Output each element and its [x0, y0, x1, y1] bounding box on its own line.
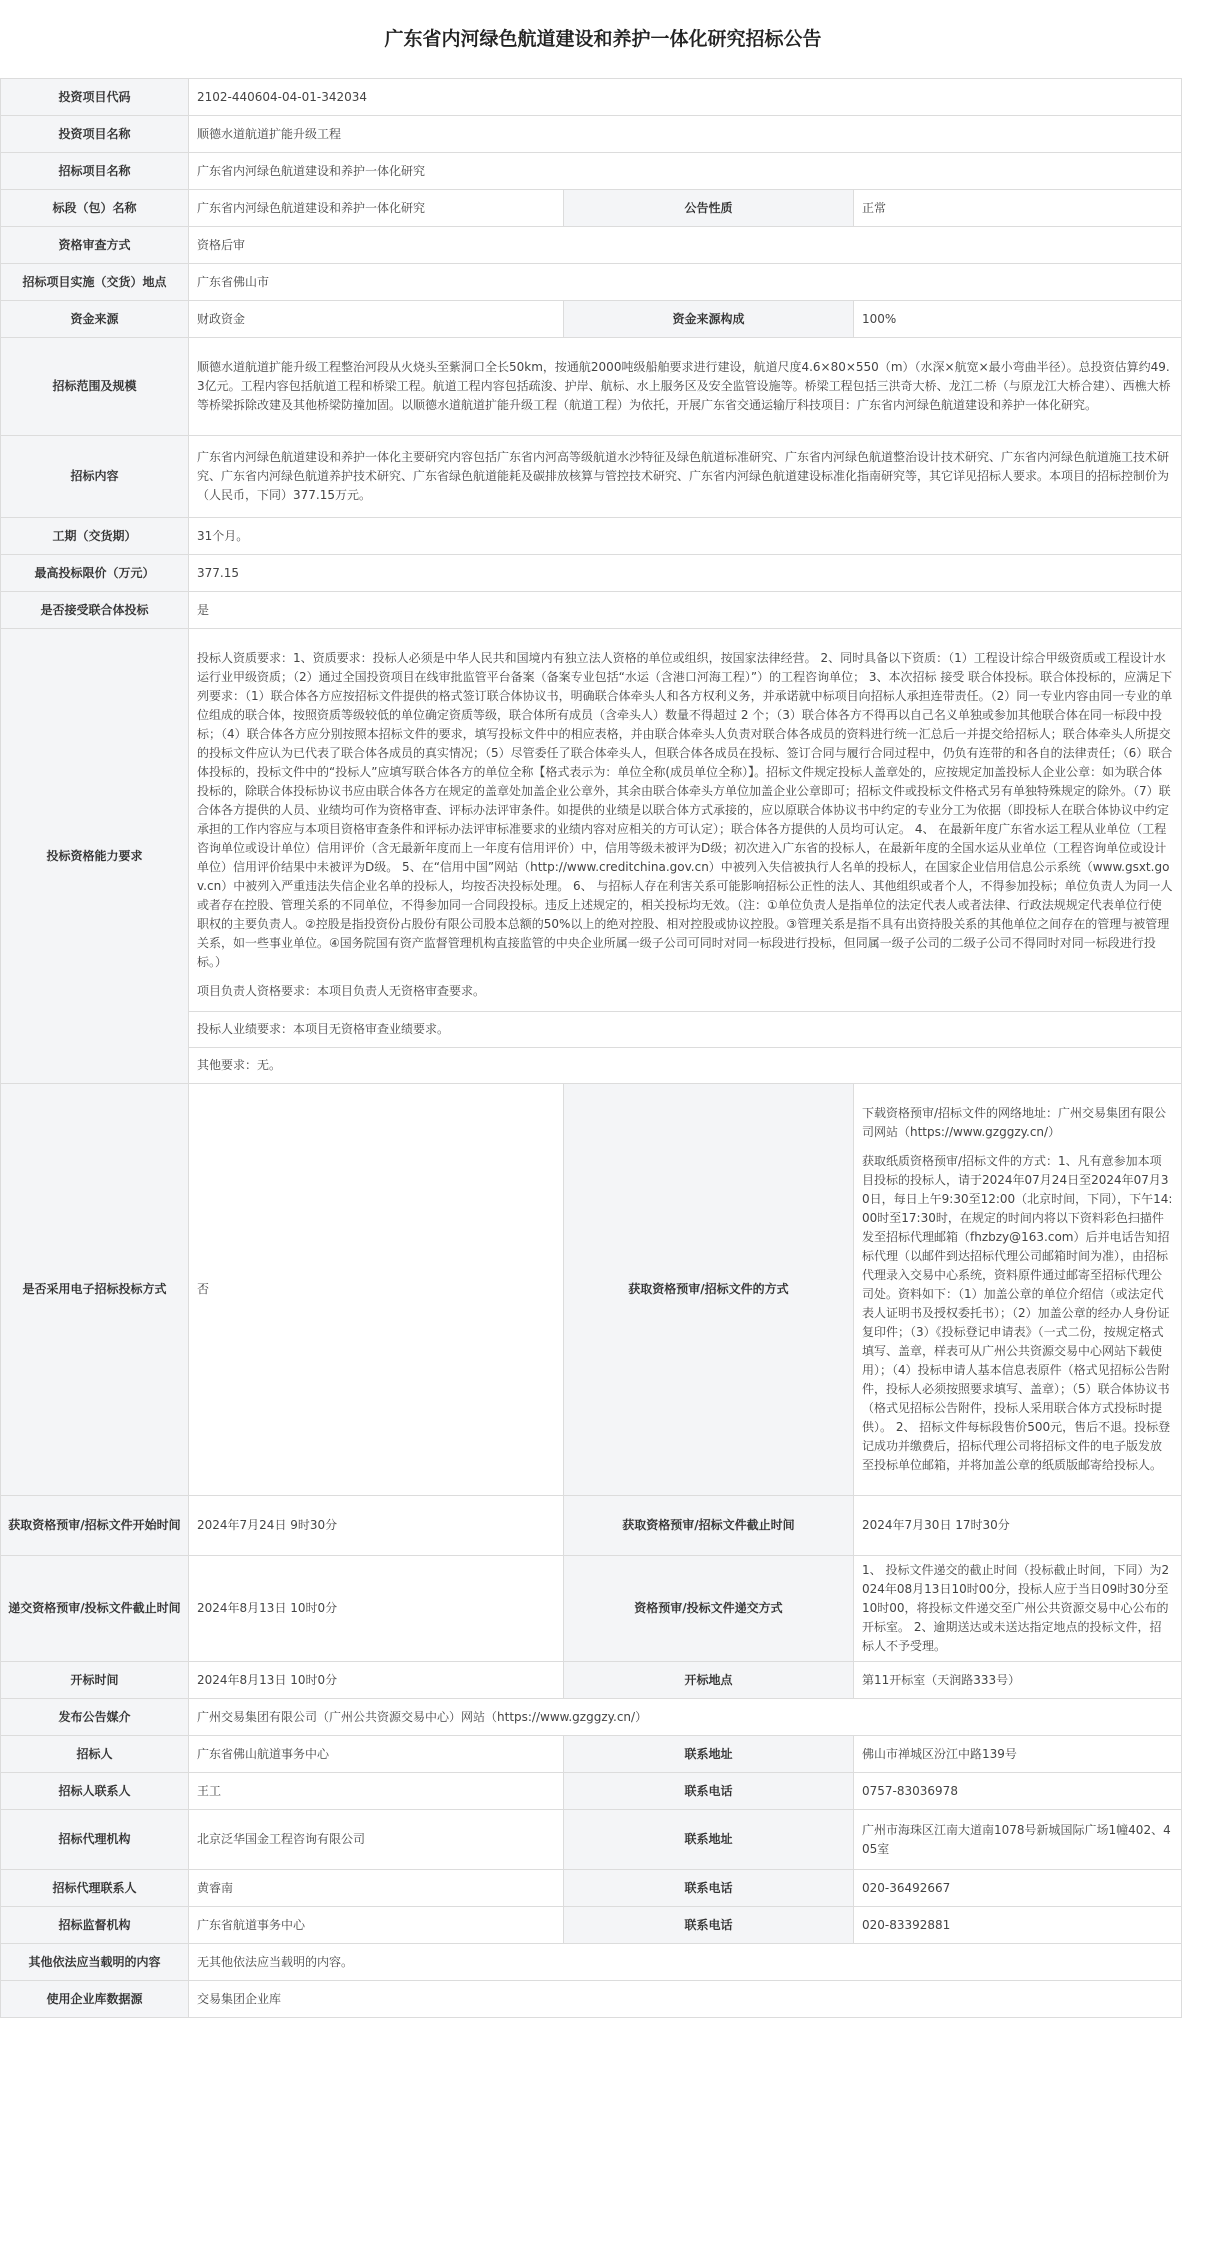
table-row [1, 227, 1182, 264]
submit-method-value: 1、 投标文件递交的截止时间（投标截止时间，下同）为2024年08月13日10时00分，投标人应于当日09时30分至10时00，将投标文件递交至广州公共资源交易中心公布的开标室。 2、逾期送达或未送达指定地点的投标文件，招标人不予受理。 [854, 1556, 1182, 1662]
agency-contact-value: 黄睿南 [189, 1870, 564, 1907]
open-place-value: 第11开标室（天润路333号） [854, 1662, 1182, 1699]
electronic-label: 是否采用电子招标投标方式 [1, 1084, 189, 1496]
tenderer-label: 招标人 [1, 1736, 189, 1773]
qualification-method-label: 资格审查方式 [1, 227, 189, 264]
table-row [1, 1907, 1182, 1944]
tenderer-phone-value: 0757-83036978 [854, 1773, 1182, 1810]
table-row [1, 1981, 1182, 2018]
tenderer-address-value: 佛山市禅城区汾江中路139号 [854, 1736, 1182, 1773]
table-row [1, 190, 1182, 227]
agency-phone-label: 联系电话 [564, 1870, 854, 1907]
notice-table [0, 78, 1182, 2018]
table-row [1, 1810, 1182, 1870]
agency-value: 北京泛华国金工程咨询有限公司 [189, 1810, 564, 1870]
table-row [1, 301, 1182, 338]
open-time-value: 2024年8月13日 10时0分 [189, 1662, 564, 1699]
doc-end-label: 获取资格预审/招标文件截止时间 [564, 1496, 854, 1556]
table-row [1, 1870, 1182, 1907]
section-name-value: 广东省内河绿色航道建设和养护一体化研究 [189, 190, 564, 227]
bidder-requirements-label: 投标资格能力要求 [1, 629, 189, 1084]
table-row [1, 264, 1182, 301]
table-row [1, 1699, 1182, 1736]
fund-source-value: 财政资金 [189, 301, 564, 338]
table-row [1, 1944, 1182, 1981]
bidder-requirements-cell [189, 629, 1182, 1012]
qualification-method-value: 资格后审 [189, 227, 1182, 264]
bidder-requirements-text: 投标人资质要求：1、资质要求：投标人必须是中华人民共和国境内有独立法人资格的单位或组织，按国家法律经营。 2、同时具备以下资质：（1）工程设计综合甲级资质或工程设计水运行业甲级资质；（2）通过全国投资项目在线审批监管平台备案（备案专业包括“水运（含港口河海工程）”）的工程咨询单位； 3、本次招标 接受 联合体投标。联合体投标的，应满足下列要求：（1）联合体各方应按招标文件提供的格式签订联合体协议书，明确联合体牵头人和各方权利义务，并承诺就中标项目向招标人承担连带责任。（2）同一专业内容由同一专业的单位组成的联合体，按照资质等级较低的单位确定资质等级，联合体所有成员（含牵头人）数量不得超过 2 个；（3）联合体各方不得再以自己名义单独或参加其他联合体在同一标段中投标；（4）联合体各方应分别按照本招标文件的要求，填写投标文件中的相应表格，并由联合体牵头人负责对联合体各成员的资料进行统一汇总后一并提交给招标人；联合体牵头人所提交的投标文件应认为已代表了联合体各成员的真实情况；（5）尽管委任了联合体牵头人，但联合体各成员在投标、签订合同与履行合同过程中，仍负有连带的和各自的法律责任；（6）联合体投标的，投标文件中的“投标人”应填写联合体各方的单位全称【格式表示为：单位全称(成员单位全称）】。招标文件规定投标人盖章处的，应按规定加盖投标人企业公章：如为联合体投标的，除联合体投标协议书应由联合体各方在规定的盖章处加盖企业公章外，其余由联合体牵头方单位加盖企业公章即可；招标文件或投标文件格式另有单独特殊规定的除外。（7）联合体各方提供的人员、业绩均可作为资格审查、评标办法评审条件。如提供的业绩是以联合体方式承接的，应以原联合体协议书中约定的专业分工为依据（即投标人在联合体协议中约定承担的工作内容应与本项目资格审查条件和评标办法评审标准要求的业绩内容对应相关的方可认定）；联合体各方提供的人员均可认定。 4、 在最新年度广东省水运工程从业单位（工程咨询单位或设计单位）信用评价（含无最新年度而上一年度有信用评价）中，信用等级未被评为D级；初次进入广东省的投标人，在最新年度的全国水运从业单位（工程咨询单位或设计单位）信用评价结果中未被评为D级。 5、在“信用中国”网站（http://www.creditchina.gov.cn）中被列入失信被执行人名单的投标人，在国家企业信用信息公示系统（www.gsxt.gov.cn）中被列入严重违法失信企业名单的投标人，均按否决投标处理。 6、 与招标人存在利害关系可能影响招标公正性的法人、其他组织或者个人，不得参加投标；单位负责人为同一人或者存在控股、管理关系的不同单位，不得参加同一合同段投标。违反上述规定的，相关投标均无效。（注：①单位负责人是指单位的法定代表人或者法律、行政法规规定代表单位行使职权的主要负责人。②控股是指投资份占股份有限公司股本总额的50%以上的绝对控股、相对控股或协议控股。③管理关系是指不具有出资持股关系的其他单位之间存在的管理与被管理关系，如一些事业单位。④国务院国有资产监督管理机构直接监管的中央企业所属一级子公司可同时对同一标段进行投标，但同属一级子公司的二级子公司不得同时对同一标段进行投标。） [197, 651, 1173, 969]
agency-label: 招标代理机构 [1, 1810, 189, 1870]
doc-end-value: 2024年7月30日 17时30分 [854, 1496, 1182, 1556]
scope-value: 顺德水道航道扩能升级工程整治河段从火烧头至紫洞口全长50km，按通航2000吨级船舶要求进行建设，航道尺度4.6×80×550（m）（水深×航宽×最小弯曲半径）。总投资估算约49.3亿元。工程内容包括航道工程和桥梁工程。航道工程内容包括疏浚、护岸、航标、水上服务区及安全监管设施等。桥梁工程包括三洪奇大桥、龙江二桥（与原龙江大桥合建）、西樵大桥等桥梁拆除改建及其他桥梁防撞加固。以顺德水道航道扩能升级工程（航道工程）为依托，开展广东省交通运输厅科技项目：广东省内河绿色航道建设和养护一体化研究。 [189, 338, 1182, 436]
other-label: 其他依法应当载明的内容 [1, 1944, 189, 1981]
location-value: 广东省佛山市 [189, 264, 1182, 301]
tenderer-address-label: 联系地址 [564, 1736, 854, 1773]
max-price-value: 377.15 [189, 555, 1182, 592]
submit-deadline-label: 递交资格预审/投标文件截止时间 [1, 1556, 189, 1662]
table-row [1, 1496, 1182, 1556]
table-row [1, 338, 1182, 436]
table-row [1, 1773, 1182, 1810]
tenderer-contact-value: 王工 [189, 1773, 564, 1810]
tenderer-phone-label: 联系电话 [564, 1773, 854, 1810]
project-code-value: 2102-440604-04-01-342034 [189, 79, 1182, 116]
table-row [1, 1662, 1182, 1699]
supervisor-phone-label: 联系电话 [564, 1907, 854, 1944]
period-label: 工期（交货期） [1, 518, 189, 555]
location-label: 招标项目实施（交货）地点 [1, 264, 189, 301]
media-value: 广州交易集团有限公司（广州公共资源交易中心）网站（https://www.gzggzy.cn/） [189, 1699, 1182, 1736]
notice-nature-label: 公告性质 [564, 190, 854, 227]
scope-label: 招标范围及规模 [1, 338, 189, 436]
fund-composition-label: 资金来源构成 [564, 301, 854, 338]
doc-start-label: 获取资格预审/招标文件开始时间 [1, 1496, 189, 1556]
agency-address-value: 广州市海珠区江南大道南1078号新城国际广场1幢402、405室 [854, 1810, 1182, 1870]
section-name-label: 标段（包）名称 [1, 190, 189, 227]
page-title: 广东省内河绿色航道建设和养护一体化研究招标公告 [384, 28, 822, 50]
supervisor-value: 广东省航道事务中心 [189, 1907, 564, 1944]
content-label: 招标内容 [1, 436, 189, 518]
consortium-value: 是 [189, 592, 1182, 629]
table-row [1, 79, 1182, 116]
project-name-label: 投资项目名称 [1, 116, 189, 153]
project-code-label: 投资项目代码 [1, 79, 189, 116]
table-row [1, 1084, 1182, 1496]
table-row [1, 629, 1182, 1012]
fund-composition-value: 100% [854, 301, 1182, 338]
table-row [1, 518, 1182, 555]
period-value: 31个月。 [189, 518, 1182, 555]
doc-method-cell [854, 1084, 1182, 1496]
pm-requirement-text: 项目负责人资格要求：本项目负责人无资格审查要求。 [197, 984, 486, 998]
agency-phone-value: 020-36492667 [854, 1870, 1182, 1907]
tenderer-value: 广东省佛山航道事务中心 [189, 1736, 564, 1773]
max-price-label: 最高投标限价（万元） [1, 555, 189, 592]
supervisor-phone-value: 020-83392881 [854, 1907, 1182, 1944]
doc-download-text: 下载资格预审/招标文件的网络地址：广州交易集团有限公司网站（https://www.gzggzy.cn/） [862, 1106, 1167, 1139]
performance-requirement-text: 投标人业绩要求：本项目无资格审查业绩要求。 [189, 1012, 1182, 1048]
doc-method-text: 获取纸质资格预审/招标文件的方式：1、凡有意参加本项目投标的投标人，请于2024年07月24日至2024年07月30日，每日上午9:30至12:00（北京时间，下同），下午14:00时至17:30时，在规定的时间内将以下资料彩色扫描件发至招标代理邮箱（fhzbzy@163.com）后并电话告知招标代理（以邮件到达招标代理公司邮箱时间为准），由招标代理录入交易中心系统，资料原件通过邮寄至招标代理公司处。资料如下：（1）加盖公章的单位介绍信（或法定代表人证明书及授权委托书）；（2）加盖公章的经办人身份证复印件；（3）《投标登记申请表》（一式二份，按规定格式填写、盖章，样表可从广州公共资源交易中心网站下载使用）；（4）投标申请人基本信息表原件（格式见招标公告附件，投标人必须按照要求填写、盖章）；（5）联合体协议书（格式见招标公告附件，投标人采用联合体方式投标时提供）。 2、 招标文件每标段售价500元，售后不退。投标登记成功并缴费后，招标代理公司将招标文件的电子版发放至投标单位邮箱，并将加盖公章的纸质版邮寄给投标人。 [862, 1154, 1173, 1472]
open-time-label: 开标时间 [1, 1662, 189, 1699]
media-label: 发布公告媒介 [1, 1699, 189, 1736]
content-value: 广东省内河绿色航道建设和养护一体化主要研究内容包括广东省内河高等级航道水沙特征及绿色航道标准研究、广东省内河绿色航道整治设计技术研究、广东省内河绿色航道施工技术研究、广东省内河绿色航道养护技术研究、广东省绿色航道能耗及碳排放核算与管控技术研究、广东省内河绿色航道建设标准化指南研究等，其它详见招标人要求。本项目的招标控制价为（人民币，下同）377.15万元。 [189, 436, 1182, 518]
table-row [1, 436, 1182, 518]
project-name-value: 顺德水道航道扩能升级工程 [189, 116, 1182, 153]
electronic-value: 否 [189, 1084, 564, 1496]
submit-method-label: 资格预审/投标文件递交方式 [564, 1556, 854, 1662]
doc-method-label: 获取资格预审/招标文件的方式 [564, 1084, 854, 1496]
table-row [1, 555, 1182, 592]
table-row [1, 592, 1182, 629]
table-row [1, 1556, 1182, 1662]
table-row [1, 1736, 1182, 1773]
doc-start-value: 2024年7月24日 9时30分 [189, 1496, 564, 1556]
bid-project-name-label: 招标项目名称 [1, 153, 189, 190]
notice-nature-value: 正常 [854, 190, 1182, 227]
submit-deadline-value: 2024年8月13日 10时0分 [189, 1556, 564, 1662]
consortium-label: 是否接受联合体投标 [1, 592, 189, 629]
other-requirement-text: 其他要求：无。 [189, 1048, 1182, 1084]
supervisor-label: 招标监督机构 [1, 1907, 189, 1944]
db-source-label: 使用企业库数据源 [1, 1981, 189, 2018]
table-row [1, 153, 1182, 190]
fund-source-label: 资金来源 [1, 301, 189, 338]
agency-contact-label: 招标代理联系人 [1, 1870, 189, 1907]
agency-address-label: 联系地址 [564, 1810, 854, 1870]
bid-project-name-value: 广东省内河绿色航道建设和养护一体化研究 [189, 153, 1182, 190]
open-place-label: 开标地点 [564, 1662, 854, 1699]
table-row [1, 116, 1182, 153]
db-source-value: 交易集团企业库 [189, 1981, 1182, 2018]
tenderer-contact-label: 招标人联系人 [1, 1773, 189, 1810]
other-value: 无其他依法应当载明的内容。 [189, 1944, 1182, 1981]
